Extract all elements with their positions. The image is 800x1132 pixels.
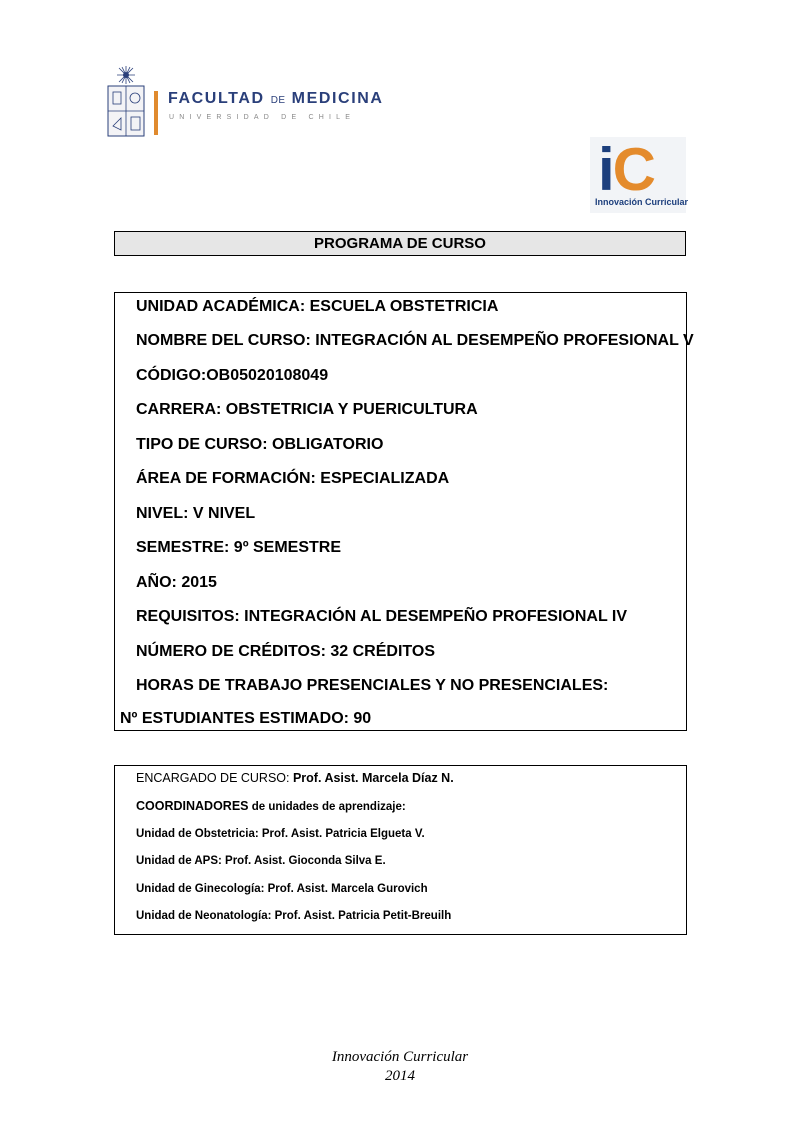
staff-unit: Unidad de APS: Prof. Asist. Gioconda Silva E. bbox=[136, 855, 386, 867]
faculty-name-part: FACULTAD bbox=[168, 90, 265, 107]
info-anio: AÑO: 2015 bbox=[136, 574, 217, 591]
innovacion-curricular-logo bbox=[590, 136, 689, 213]
staff-unit: Unidad de Neonatología: Prof. Asist. Patricia Petit-Breuilh bbox=[136, 910, 452, 922]
info-tipo-curso: TIPO DE CURSO: OBLIGATORIO bbox=[136, 436, 384, 453]
info-horas-trabajo: HORAS DE TRABAJO PRESENCIALES Y NO PRESENCIALES: bbox=[136, 677, 609, 694]
info-requisitos: REQUISITOS: INTEGRACIÓN AL DESEMPEÑO PROFESIONAL IV bbox=[136, 608, 628, 625]
info-unidad-academica: UNIDAD ACADÉMICA: ESCUELA OBSTETRICIA bbox=[136, 298, 499, 315]
info-creditos: NÚMERO DE CRÉDITOS: 32 CRÉDITOS bbox=[136, 643, 436, 660]
info-nombre-curso: NOMBRE DEL CURSO: INTEGRACIÓN AL DESEMPEÑO PROFESIONAL V bbox=[136, 332, 694, 349]
ic-letter-c: C bbox=[612, 136, 655, 203]
footer-line-2: 2014 bbox=[385, 1068, 415, 1084]
staff-coordinadores bbox=[136, 797, 406, 816]
staff-encargado-name: Prof. Asist. Marcela Díaz N. bbox=[292, 771, 454, 785]
staff-unit: Unidad de Obstetricia: Prof. Asist. Patricia Elgueta V. bbox=[136, 828, 425, 840]
course-info-box bbox=[114, 292, 694, 731]
info-nivel: NIVEL: V NIVEL bbox=[136, 505, 256, 522]
university-name: UNIVERSIDAD DE CHILE bbox=[169, 114, 356, 121]
info-semestre: SEMESTRE: 9º SEMESTRE bbox=[136, 539, 341, 556]
faculty-logo bbox=[104, 64, 384, 140]
page-footer bbox=[0, 1048, 800, 1086]
faculty-name-connector: DE bbox=[270, 95, 286, 106]
ic-logo-letters bbox=[598, 135, 654, 204]
info-codigo: CÓDIGO:OB05020108049 bbox=[136, 367, 329, 384]
staff-encargado-label: ENCARGADO DE CURSO: bbox=[136, 771, 293, 785]
logo-divider bbox=[154, 91, 158, 135]
staff-unit: Unidad de Ginecología: Prof. Asist. Marcela Gurovich bbox=[136, 883, 428, 895]
ic-logo-caption: Innovación Curricular bbox=[595, 197, 689, 207]
info-estudiantes: Nº ESTUDIANTES ESTIMADO: 90 bbox=[120, 710, 372, 727]
ic-letter-i: i bbox=[598, 136, 613, 203]
page-title: PROGRAMA DE CURSO bbox=[114, 231, 686, 256]
faculty-name-part: MEDICINA bbox=[291, 90, 384, 107]
info-area-formacion: ÁREA DE FORMACIÓN: ESPECIALIZADA bbox=[136, 470, 450, 487]
university-emblem-icon bbox=[104, 64, 148, 140]
staff-coordinadores-label: COORDINADORES bbox=[136, 799, 249, 813]
staff-encargado bbox=[136, 769, 454, 787]
course-staff-box bbox=[114, 765, 687, 935]
staff-coordinadores-suffix: de unidades de aprendizaje: bbox=[248, 801, 406, 813]
faculty-name bbox=[168, 90, 384, 108]
info-carrera: CARRERA: OBSTETRICIA Y PUERICULTURA bbox=[136, 401, 478, 418]
footer-line-1: Innovación Curricular bbox=[331, 1049, 469, 1065]
